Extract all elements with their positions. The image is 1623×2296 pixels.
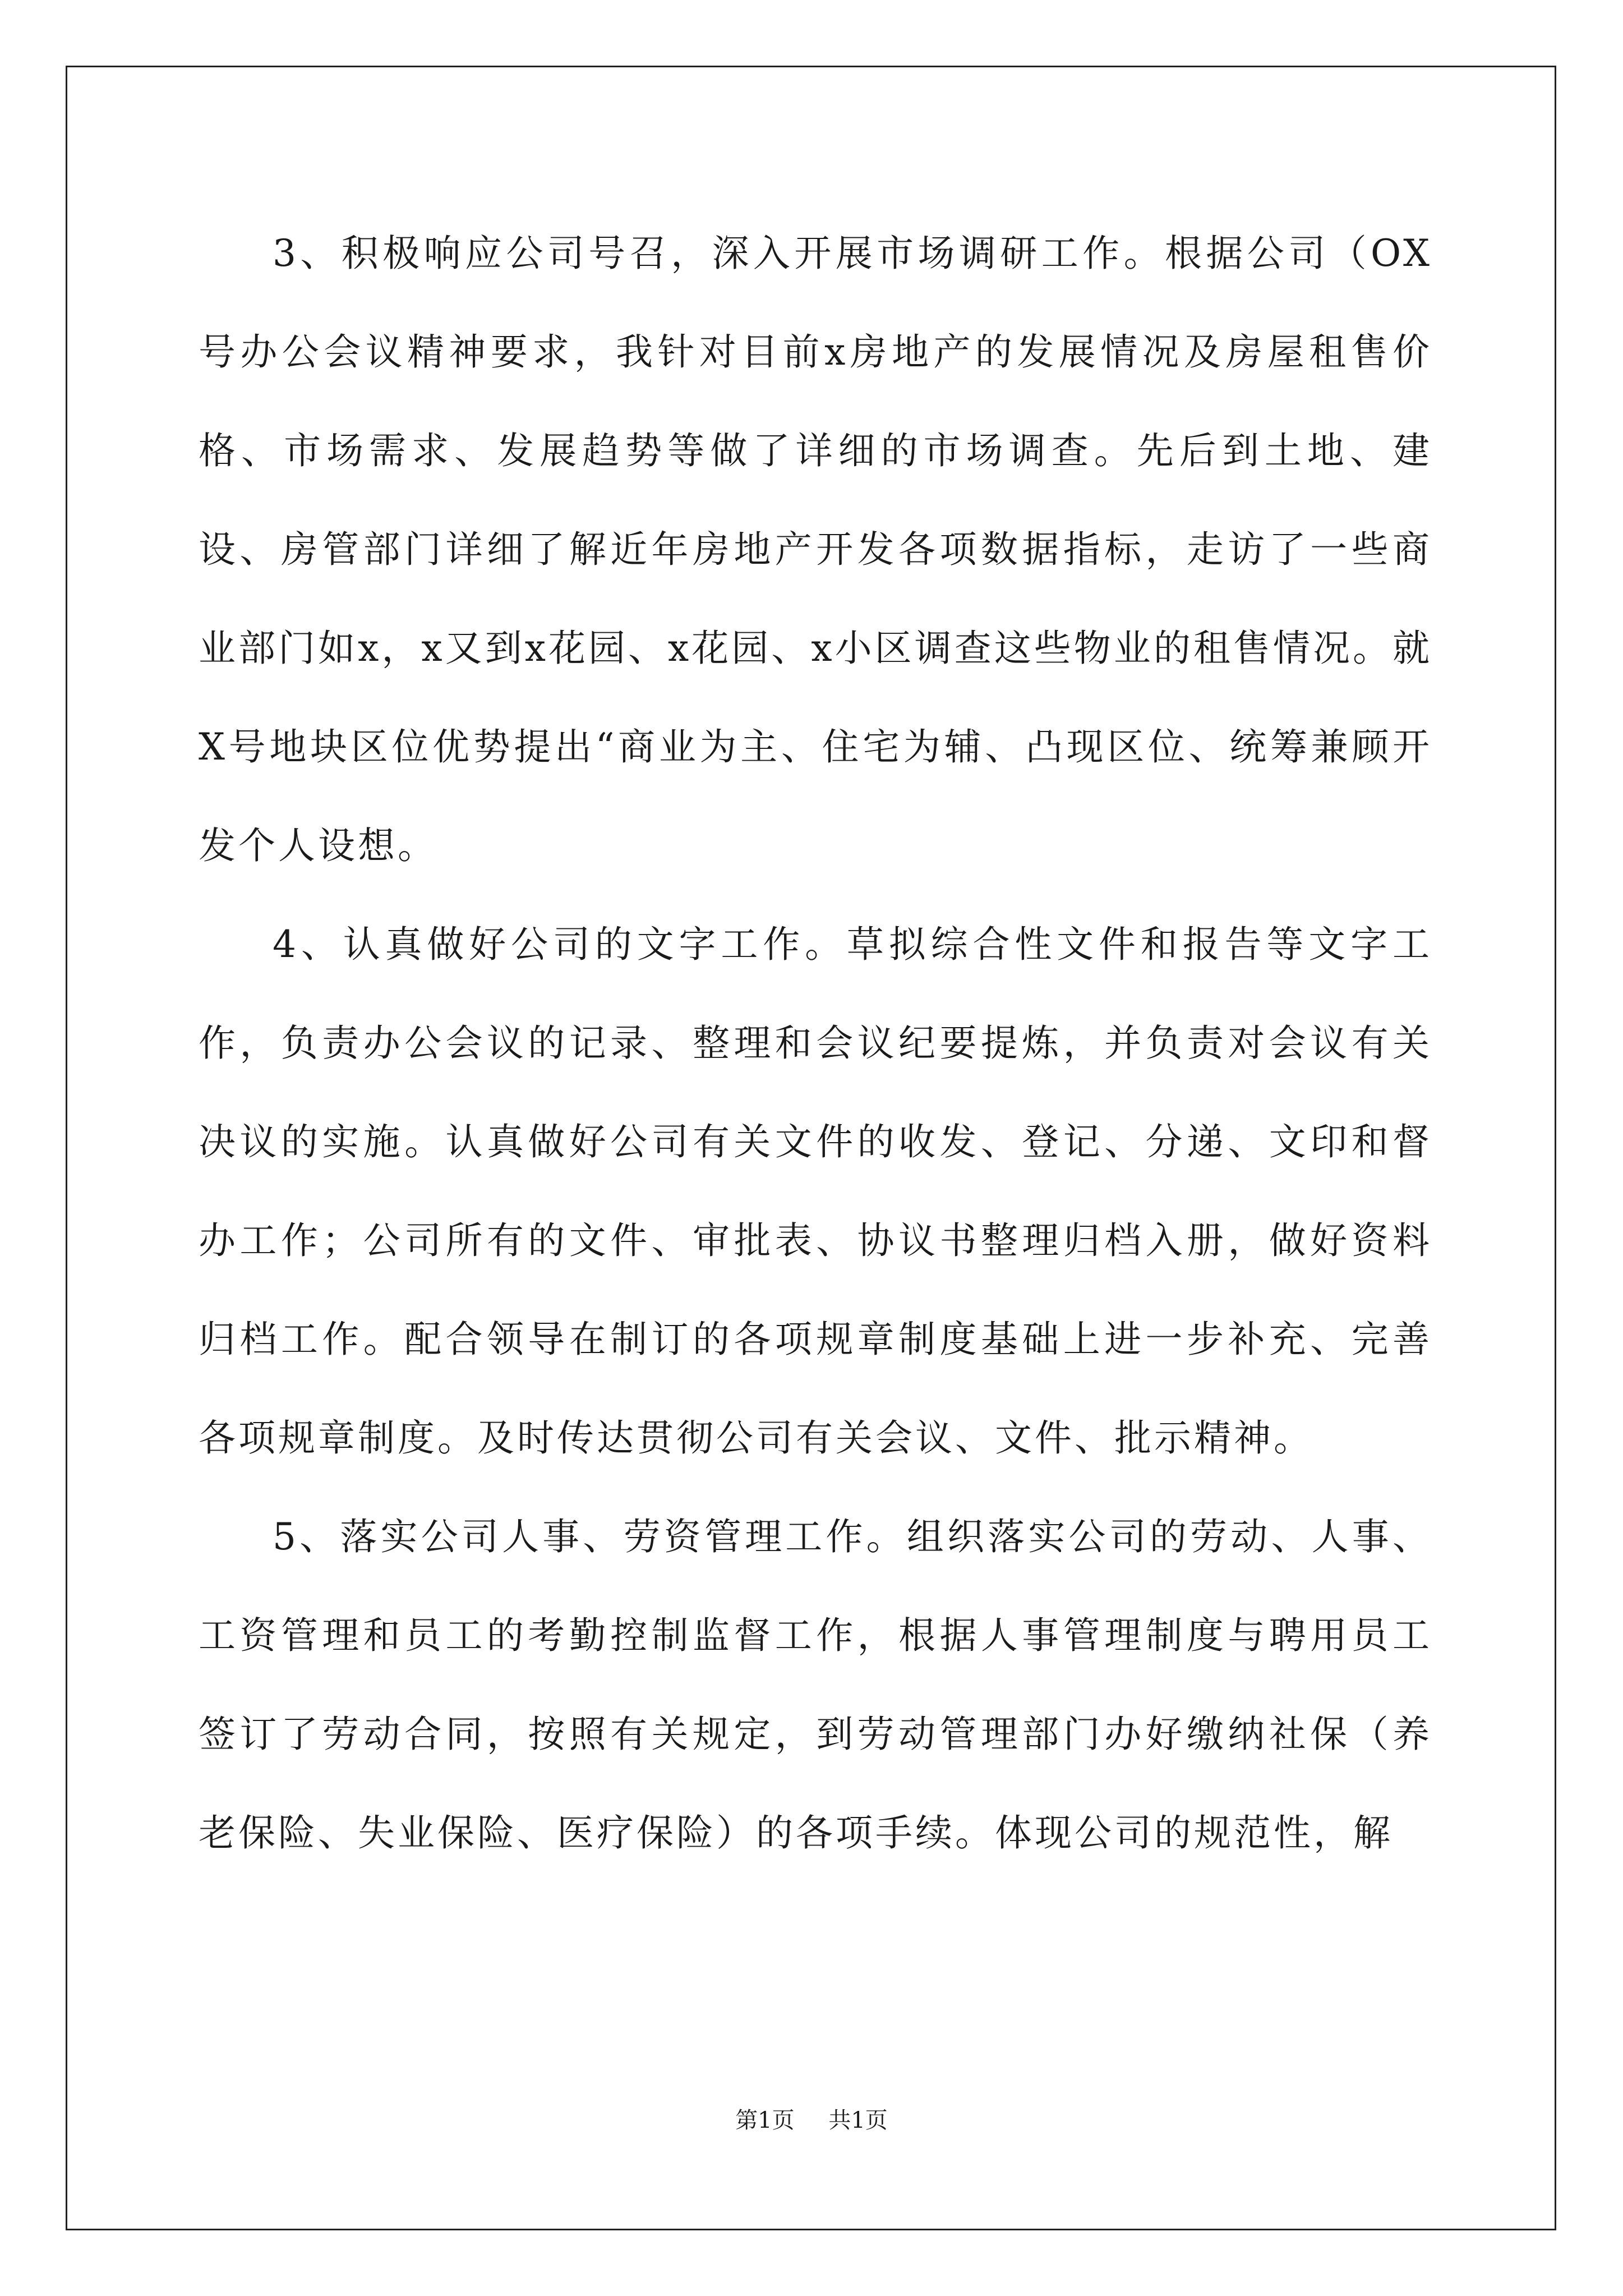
- paragraph-5: 5、落实公司人事、劳资管理工作。组织落实公司的劳动、人事、工资管理和员工的考勤控制监督工作，根据人事管理制度与聘用员工签订了劳动合同，按照有关规定，到劳动管理部门办好缴纳社保（养老保险、失业保险、医疗保险）的各项手续。体现公司的规范性，解: [199, 1515, 1432, 1855]
- paragraph-3: 3、积极响应公司号召，深入开展市场调研工作。根据公司（OX号办公会议精神要求，我针对目前x房地产的发展情况及房屋租售价格、市场需求、发展趋势等做了详细的市场调查。先后到土地、建设、房管部门详细了解近年房地产开发各项数据指标，走访了一些商业部门如x，x又到x花园、x花园、x小区调查这些物业的租售情况。就X号地块区位优势提出“商业为主、住宅为辅、凸现区位、统筹兼顾开发个人设想。: [199, 232, 1432, 867]
- page-footer: [0, 2104, 1623, 2137]
- paragraph-4: 4、认真做好公司的文字工作。草拟综合性文件和报告等文字工作，负责办公会议的记录、整理和会议纪要提炼，并负责对会议有关决议的实施。认真做好公司有关文件的收发、登记、分递、文印和督办工作；公司所有的文件、审批表、协议书整理归档入册，做好资料归档工作。配合领导在制订的各项规章制度基础上进一步补充、完善各项规章制度。及时传达贯彻公司有关会议、文件、批示精神。: [199, 923, 1432, 1460]
- page-number-total: 共1页: [828, 2108, 888, 2133]
- document-body: [199, 204, 1432, 1883]
- page-number-current: 第1页: [735, 2108, 795, 2133]
